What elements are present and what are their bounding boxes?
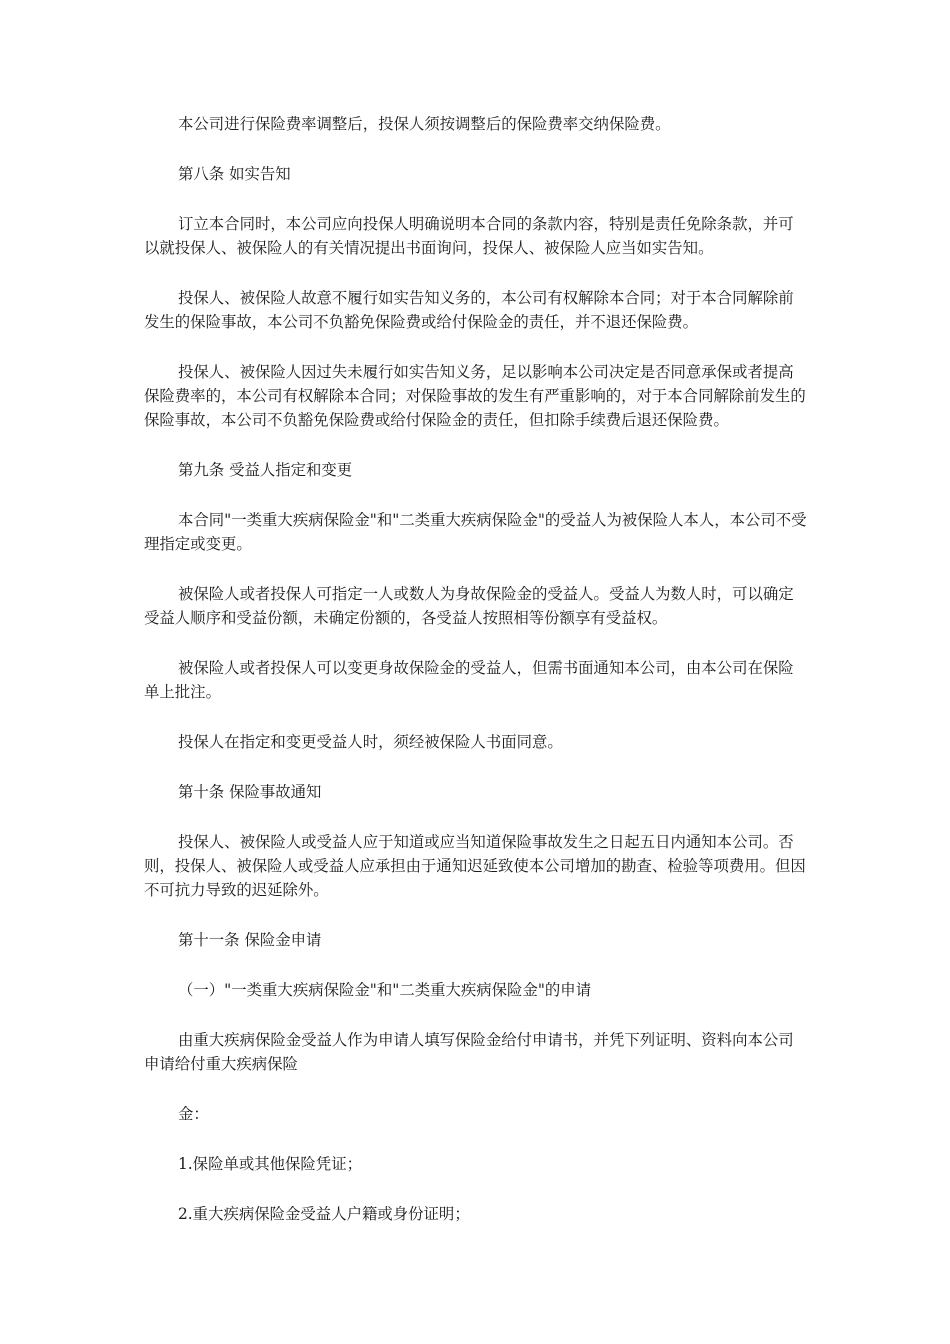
paragraph-disclosure-duty: 订立本合同时，本公司应向投保人明确说明本合同的条款内容，特别是责任免除条款，并可以就投保人、被保险人的有关情况提出书面询问，投保人、被保险人应当如实告知。 [144,215,794,257]
article-9-heading: 第九条 受益人指定和变更 [178,461,353,479]
paragraph-claim-application-continued: 金： [178,1105,209,1123]
paragraph-insured-consent: 投保人在指定和变更受益人时，须经被保险人书面同意。 [178,733,563,751]
paragraph-rate-adjustment: 本公司进行保险费率调整后，投保人须按调整后的保险费率交纳保险费。 [178,115,671,133]
list-item-1: 1.保险单或其他保险凭证； [178,1155,362,1173]
subsection-1-heading: （一）"一类重大疾病保险金"和"二类重大疾病保险金"的申请 [178,981,592,999]
document-page [144,112,808,1252]
article-11-heading: 第十一条 保险金申请 [178,931,322,949]
paragraph-claim-application: 由重大疾病保险金受益人作为申请人填写保险金给付申请书，并凭下列证明、资料向本公司申请给付重大疾病保险 [144,1031,794,1073]
paragraph-accident-notification: 投保人、被保险人或受益人应于知道或应当知道保险事故发生之日起五日内通知本公司。否则，投保人、被保险人或受益人应承担由于通知迟延致使本公司增加的勘查、检验等项费用。但因不可抗力导致的迟延除外。 [144,833,806,899]
paragraph-death-beneficiary-designation: 被保险人或者投保人可指定一人或数人为身故保险金的受益人。受益人为数人时，可以确定受益人顺序和受益份额，未确定份额的，各受益人按照相等份额享有受益权。 [144,585,794,627]
article-8-heading: 第八条 如实告知 [178,165,291,183]
paragraph-negligent-nondisclosure: 投保人、被保险人因过失未履行如实告知义务，足以影响本公司决定是否同意承保或者提高保险费率的，本公司有权解除本合同；对保险事故的发生有严重影响的，对于本合同解除前发生的保险事故，本公司不负豁免保险费或给付保险金的责任，但扣除手续费后退还保险费。 [144,363,806,429]
list-item-2: 2.重大疾病保险金受益人户籍或身份证明； [178,1205,470,1223]
paragraph-critical-illness-beneficiary: 本合同"一类重大疾病保险金"和"二类重大疾病保险金"的受益人为被保险人本人，本公司不受理指定或变更。 [144,511,807,553]
article-10-heading: 第十条 保险事故通知 [178,783,322,801]
paragraph-beneficiary-change: 被保险人或者投保人可以变更身故保险金的受益人，但需书面通知本公司，由本公司在保险单上批注。 [144,659,794,701]
paragraph-intentional-nondisclosure: 投保人、被保险人故意不履行如实告知义务的，本公司有权解除本合同；对于本合同解除前发生的保险事故，本公司不负豁免保险费或给付保险金的责任，并不退还保险费。 [144,289,794,331]
